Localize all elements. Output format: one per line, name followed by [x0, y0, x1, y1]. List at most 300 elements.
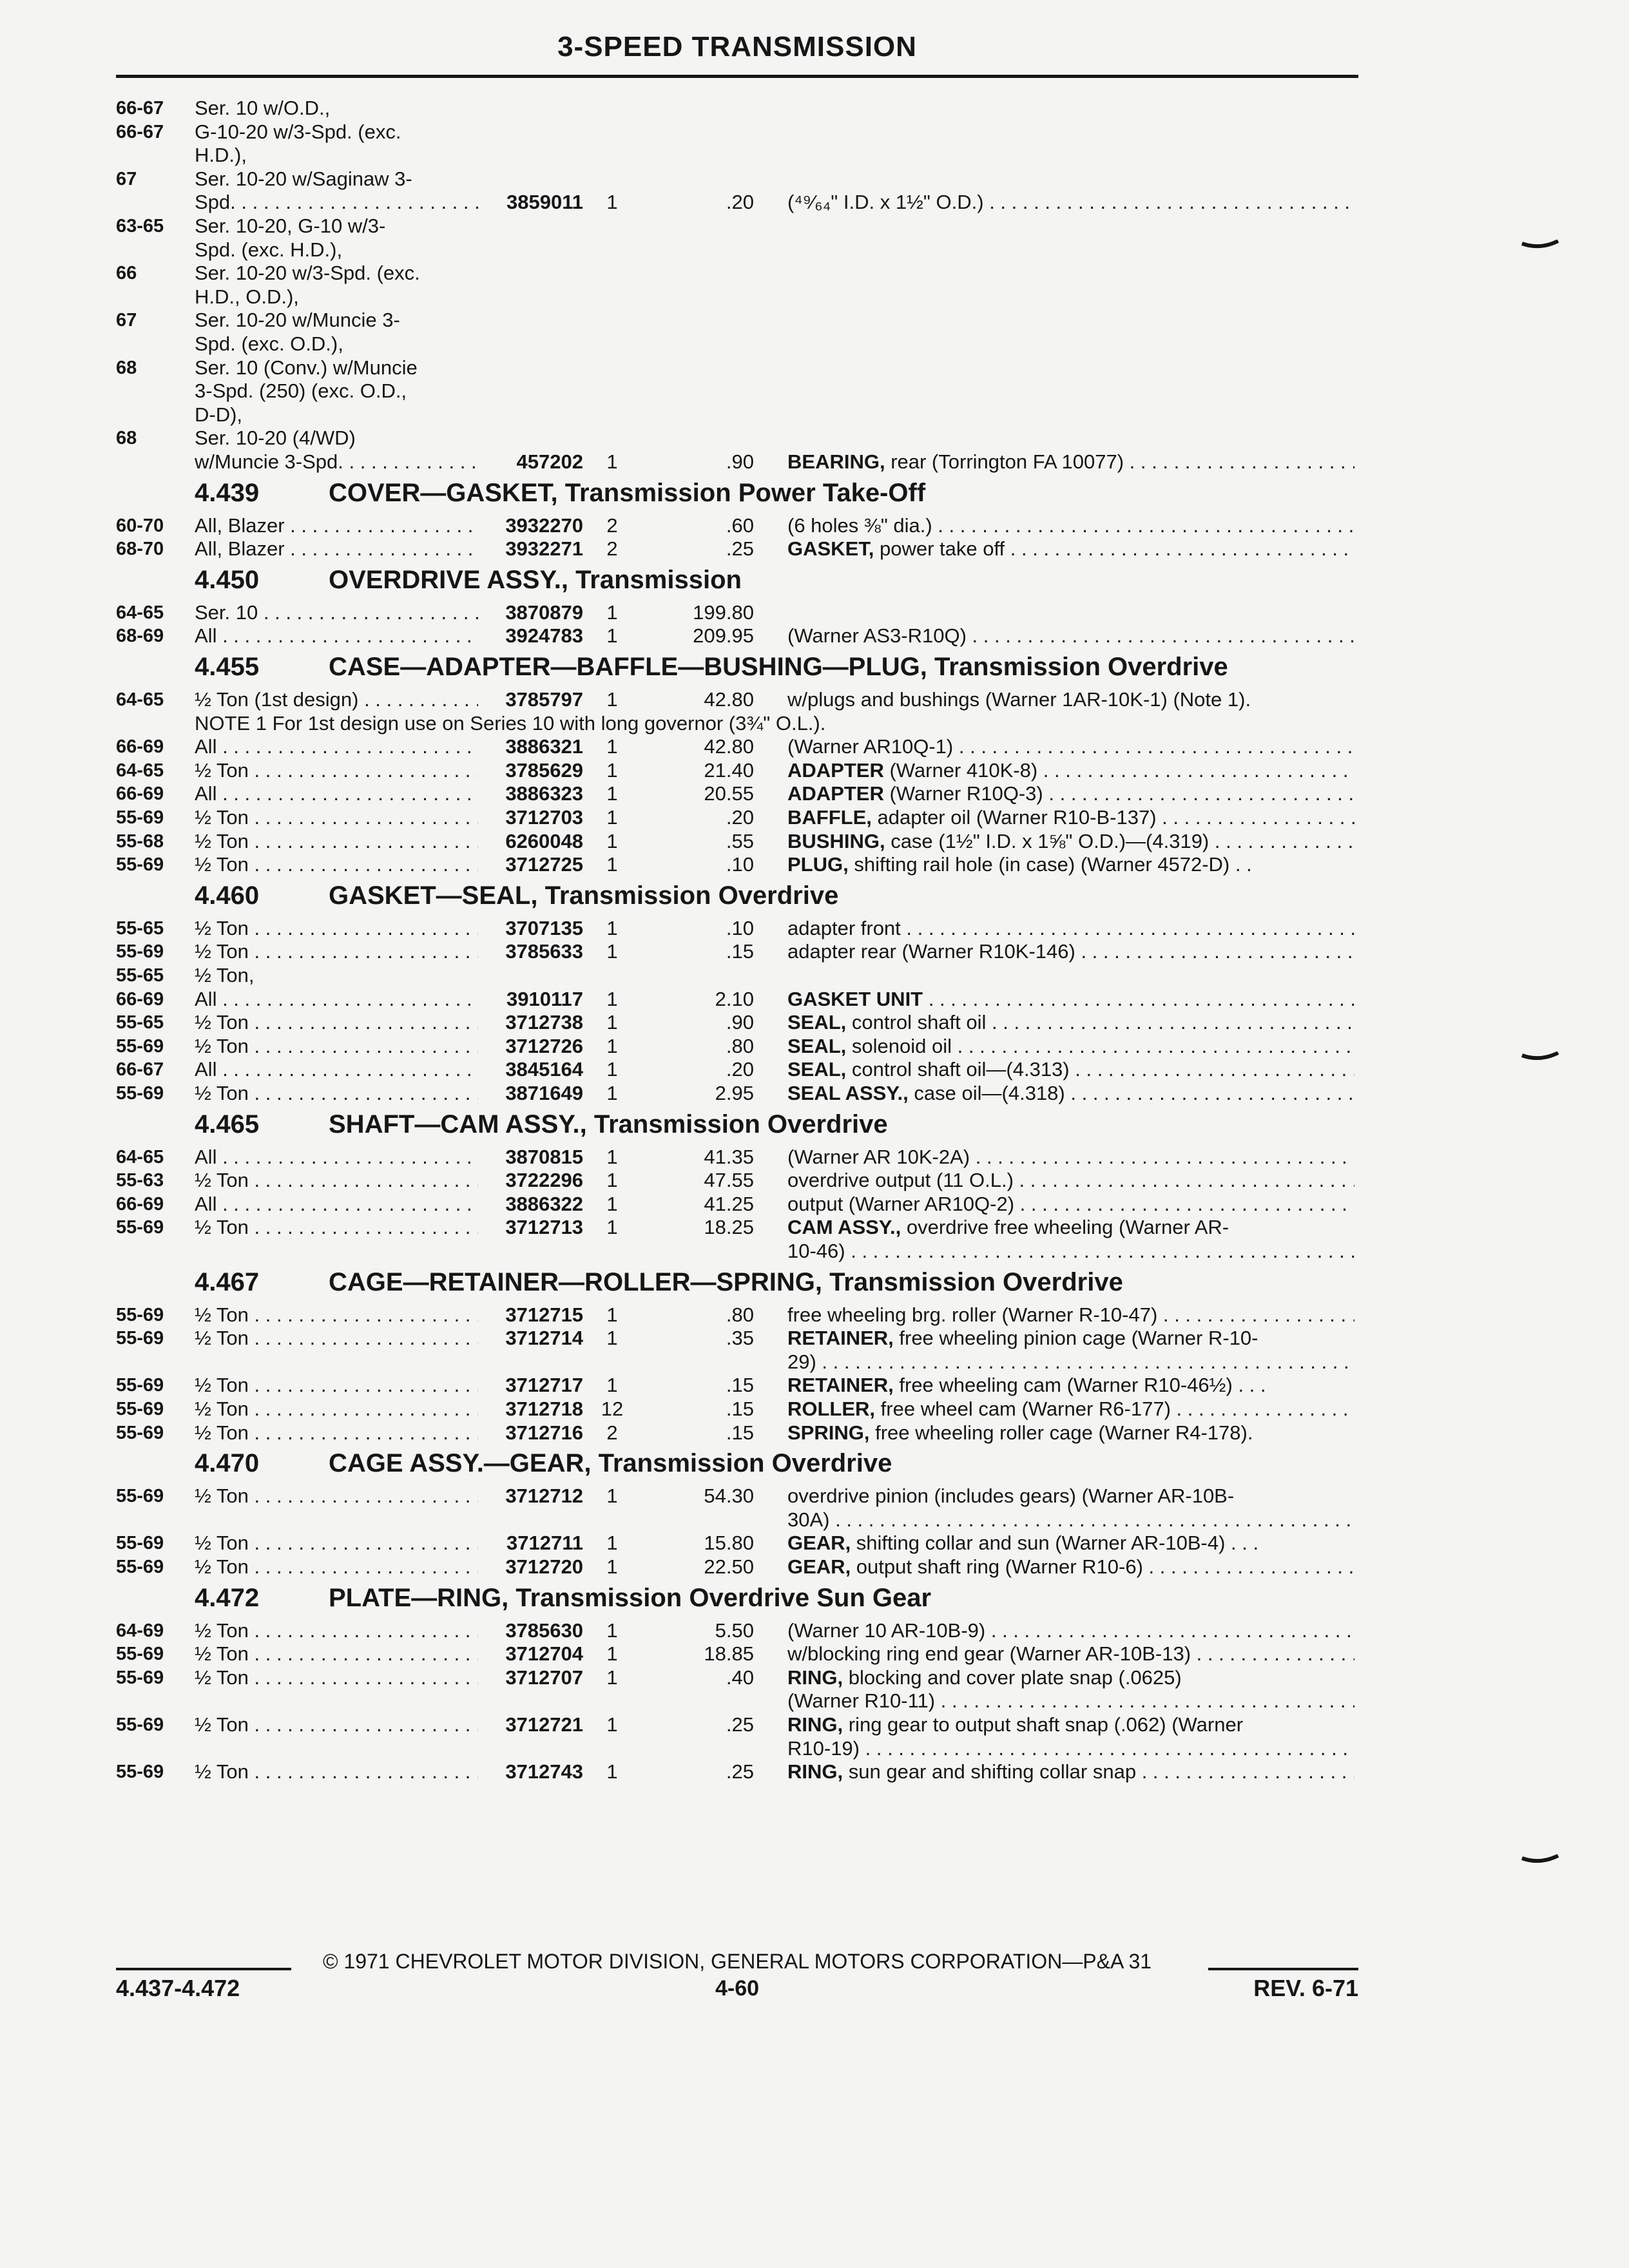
application: ½ Ton . . . — [195, 759, 478, 782]
part-detail: (Warner AR10Q-1) — [787, 735, 954, 758]
part-name: BEARING, — [787, 450, 885, 473]
part-detail: blocking and cover plate snap (.0625) — [843, 1666, 1182, 1689]
part-number: 3886322 — [505, 1192, 583, 1215]
model-years: 55-69 — [116, 1557, 164, 1577]
part-number: 3785630 — [505, 1619, 583, 1642]
part-number: 3932271 — [505, 537, 583, 561]
application: Ser. 10-20 w/3-Spd. (exc. — [195, 262, 420, 285]
part-number: 3859011 — [506, 191, 583, 214]
part-name: BUSHING, — [787, 829, 885, 852]
part-number: 3871649 — [505, 1082, 583, 1104]
part-number: 3712713 — [505, 1216, 583, 1239]
part-name: SPRING, — [787, 1421, 870, 1444]
note-line — [0, 712, 1629, 735]
model-years: 55-69 — [116, 1715, 164, 1735]
price: 22.50 — [704, 1555, 754, 1578]
part-row — [0, 1485, 1629, 1508]
part-row — [0, 1421, 1629, 1445]
application: ½ Ton (1st design) . . . — [195, 688, 478, 711]
part-detail: 10-46) — [787, 1240, 845, 1262]
quantity: 1 — [606, 1485, 618, 1508]
application: D-D), — [195, 403, 243, 426]
part-number: 3712720 — [505, 1555, 583, 1578]
part-number: 3886321 — [505, 735, 583, 758]
application: ½ Ton . . . — [195, 1082, 478, 1105]
part-name: ADAPTER — [787, 782, 884, 805]
application: Ser. 10-20 w/Saginaw 3- — [195, 167, 412, 190]
price: .90 — [726, 1011, 754, 1034]
part-row — [0, 514, 1629, 537]
part-detail: control shaft oil — [846, 1011, 987, 1034]
model-years: 55-69 — [116, 1762, 164, 1783]
section-title: CAGE ASSY.—GEAR, Transmission Overdrive — [329, 1449, 892, 1478]
quantity: 1 — [606, 1011, 618, 1034]
part-detail: (Warner R10Q-3) — [883, 782, 1043, 805]
part-row — [0, 403, 1629, 427]
price: .25 — [726, 537, 754, 561]
part-name: RING, — [787, 1666, 843, 1689]
part-row — [0, 688, 1629, 711]
application: ½ Ton . . . — [195, 940, 478, 963]
model-years: 55-65 — [116, 918, 164, 939]
application: ½ Ton . . . — [195, 1398, 478, 1421]
part-description — [787, 1303, 1354, 1327]
price: .15 — [726, 940, 754, 963]
application: ½ Ton . . . — [195, 1532, 478, 1555]
quantity: 1 — [606, 1327, 618, 1350]
part-number: 3707135 — [505, 916, 583, 939]
part-detail: sun gear and shifting collar snap — [843, 1760, 1137, 1783]
part-description — [787, 537, 1354, 561]
price: .55 — [726, 829, 754, 852]
part-row — [0, 830, 1629, 853]
application: All . . . — [195, 1058, 478, 1081]
part-detail: (Warner AS3-R10Q) — [787, 624, 967, 648]
application: Ser. 10-20 w/Muncie 3- — [195, 309, 400, 332]
part-name: SEAL, — [787, 1011, 847, 1034]
application: 3-Spd. (250) (exc. O.D., — [195, 380, 407, 403]
model-years: 55-69 — [116, 1667, 164, 1688]
part-number: 3712721 — [505, 1713, 583, 1736]
quantity: 1 — [606, 1145, 618, 1168]
quantity: 1 — [606, 601, 618, 624]
quantity: 1 — [606, 735, 618, 758]
application: ½ Ton, — [195, 964, 255, 986]
part-detail: power take off — [874, 537, 1005, 561]
part-row — [0, 191, 1629, 214]
application: All . . . — [195, 1146, 478, 1169]
binding-mark — [1521, 1052, 1559, 1063]
price: .25 — [726, 1760, 754, 1783]
footer-rule-right — [1208, 1968, 1358, 1970]
part-name: RETAINER, — [787, 1327, 894, 1350]
part-detail: output shaft ring (Warner R10-6) — [851, 1555, 1143, 1578]
part-detail: free wheeling roller cage (Warner R4-178). — [869, 1421, 1253, 1444]
price: 47.55 — [704, 1169, 754, 1192]
section-code: 4.455 — [195, 653, 260, 681]
application: H.D., O.D.), — [195, 285, 299, 308]
part-detail: case (1½" I.D. x 1⅝" O.D.)—(4.319) — [885, 829, 1210, 852]
model-years: 66-69 — [116, 783, 164, 805]
part-number: 3712712 — [505, 1485, 583, 1508]
part-row — [0, 1011, 1629, 1034]
part-number: 3712726 — [505, 1034, 583, 1057]
footer-section-code: 4.437-4.472 — [116, 1975, 240, 2001]
section-code: 4.467 — [195, 1267, 260, 1296]
part-number: 3712716 — [505, 1421, 583, 1444]
part-detail: overdrive free wheeling (Warner AR- — [901, 1216, 1229, 1239]
application: ½ Ton . . . — [195, 1303, 478, 1327]
part-row — [0, 601, 1629, 624]
part-detail: control shaft oil—(4.313) — [846, 1058, 1070, 1081]
part-row — [0, 1555, 1629, 1579]
model-years: 67 — [116, 310, 137, 331]
application: Ser. 10 w/O.D., — [195, 97, 331, 119]
part-description — [787, 806, 1354, 829]
part-row — [0, 1146, 1629, 1169]
model-years: 60-70 — [116, 515, 164, 536]
part-description — [787, 1193, 1354, 1216]
part-row — [0, 309, 1629, 332]
model-years: 66-67 — [116, 1059, 164, 1081]
part-row — [0, 238, 1629, 262]
part-row — [0, 215, 1629, 238]
part-description — [787, 1642, 1354, 1666]
model-years: 66-69 — [116, 1193, 164, 1215]
model-years: 55-69 — [116, 1035, 164, 1057]
part-number: 3932270 — [505, 514, 583, 537]
section-title: PLATE—RING, Transmission Overdrive Sun Gear — [329, 1583, 932, 1612]
model-years: 55-69 — [116, 1644, 164, 1665]
model-years: 68-69 — [116, 626, 164, 647]
part-name: ROLLER, — [787, 1398, 876, 1420]
part-detail: free wheeling pinion cage (Warner R-10- — [893, 1327, 1258, 1350]
application: ½ Ton . . . — [195, 1421, 478, 1445]
footer-revision: REV. 6-71 — [1253, 1975, 1358, 2001]
part-detail: (Warner AR 10K-2A) — [787, 1145, 970, 1168]
part-row — [0, 1666, 1629, 1689]
part-name: SEAL, — [787, 1058, 847, 1081]
part-row — [0, 1082, 1629, 1105]
part-description — [787, 830, 1354, 853]
part-row — [0, 1169, 1629, 1192]
model-years: 64-65 — [116, 689, 164, 710]
quantity: 1 — [606, 1666, 618, 1689]
part-row — [0, 97, 1629, 120]
part-name: GEAR, — [787, 1555, 851, 1578]
part-description — [787, 1737, 1354, 1760]
part-row — [0, 1642, 1629, 1666]
part-row — [0, 120, 1629, 144]
section-code: 4.460 — [195, 881, 260, 910]
application: ½ Ton . . . — [195, 1035, 478, 1058]
part-row — [0, 1760, 1629, 1783]
quantity: 1 — [606, 1216, 618, 1239]
part-name: SEAL, — [787, 1034, 847, 1057]
part-description — [787, 988, 1354, 1011]
part-description — [787, 1240, 1354, 1263]
price: 42.80 — [704, 735, 754, 758]
application: All, Blazer . . . — [195, 537, 478, 561]
application: ½ Ton . . . — [195, 853, 478, 876]
application: G-10-20 w/3-Spd. (exc. — [195, 120, 401, 143]
application: Spd. (exc. O.D.), — [195, 332, 343, 355]
quantity: 1 — [606, 987, 618, 1010]
section-title: COVER—GASKET, Transmission Power Take-Off — [329, 478, 926, 507]
part-row — [0, 1713, 1629, 1736]
application: ½ Ton . . . — [195, 1169, 478, 1192]
quantity: 1 — [606, 758, 618, 782]
model-years: 66-69 — [116, 988, 164, 1010]
section-code: 4.470 — [195, 1449, 260, 1478]
part-number: 3886323 — [505, 782, 583, 805]
part-detail: R10-19) — [787, 1736, 860, 1760]
part-row — [0, 759, 1629, 782]
part-description — [787, 735, 1354, 758]
price: 42.80 — [704, 688, 754, 711]
quantity: 1 — [606, 1374, 618, 1397]
price: .40 — [726, 1666, 754, 1689]
part-detail: case oil—(4.318) — [908, 1082, 1065, 1104]
quantity: 1 — [606, 1303, 618, 1326]
part-description — [787, 1169, 1354, 1192]
part-description — [787, 1327, 1354, 1350]
application: ½ Ton . . . — [195, 1327, 478, 1350]
part-description — [787, 1508, 1354, 1532]
section-code: 4.450 — [195, 565, 260, 594]
model-years: 55-69 — [116, 1328, 164, 1349]
note-text: NOTE 1 For 1st design use on Series 10 with long governor (3¾" O.L.). — [195, 711, 826, 735]
part-detail: ring gear to output shaft snap (.062) (Warner — [843, 1713, 1244, 1736]
part-description — [787, 1485, 1354, 1508]
price: 2.10 — [715, 987, 754, 1010]
part-detail: 30A) — [787, 1508, 830, 1531]
part-detail: overdrive pinion (includes gears) (Warner AR-10B- — [787, 1485, 1235, 1508]
quantity: 1 — [606, 1034, 618, 1057]
model-years: 64-65 — [116, 1146, 164, 1168]
price: .80 — [726, 1034, 754, 1057]
part-description — [787, 1666, 1354, 1689]
quantity: 1 — [606, 940, 618, 963]
application: ½ Ton . . . — [195, 1374, 478, 1397]
application: Ser. 10-20 (4/WD) — [195, 427, 356, 450]
part-name: GEAR, — [787, 1532, 851, 1555]
part-row — [0, 1398, 1629, 1421]
price: .15 — [726, 1398, 754, 1420]
price: 5.50 — [715, 1619, 754, 1642]
quantity: 1 — [606, 916, 618, 939]
part-number: 3712703 — [505, 806, 583, 829]
model-years: 68 — [116, 428, 137, 449]
quantity: 1 — [606, 806, 618, 829]
quantity: 12 — [601, 1398, 624, 1420]
model-years: 55-69 — [116, 1399, 164, 1419]
quantity: 1 — [606, 829, 618, 852]
part-row — [0, 1374, 1629, 1397]
quantity: 1 — [606, 191, 618, 214]
model-years: 55-69 — [116, 1533, 164, 1554]
part-name: BAFFLE, — [787, 806, 872, 829]
part-row — [0, 1350, 1629, 1374]
quantity: 1 — [606, 1713, 618, 1736]
part-number: 3910117 — [506, 987, 583, 1010]
part-row — [0, 988, 1629, 1011]
application: Spd. (exc. H.D.), — [195, 238, 343, 261]
model-years: 55-69 — [116, 854, 164, 876]
part-number: 3722296 — [505, 1169, 583, 1192]
part-row — [0, 144, 1629, 167]
part-row — [0, 1619, 1629, 1642]
part-detail: (Warner R10-11) — [787, 1689, 936, 1713]
quantity: 2 — [606, 1421, 618, 1444]
part-description — [787, 917, 1354, 940]
price: 199.80 — [693, 601, 754, 624]
part-number: 3870815 — [505, 1145, 583, 1168]
quantity: 2 — [606, 514, 618, 537]
model-years: 55-65 — [116, 965, 164, 986]
part-name: SEAL ASSY., — [787, 1082, 909, 1104]
model-years: 64-65 — [116, 760, 164, 781]
part-detail: free wheel cam (Warner R6-177) — [875, 1398, 1171, 1420]
application: ½ Ton . . . — [195, 1713, 478, 1736]
part-number: 3712707 — [505, 1666, 583, 1689]
application: ½ Ton . . . — [195, 1011, 478, 1034]
part-row — [0, 1508, 1629, 1532]
part-description — [787, 1216, 1354, 1239]
part-name: RING, — [787, 1760, 843, 1783]
application: ½ Ton . . . — [195, 1760, 478, 1783]
part-row — [0, 168, 1629, 191]
part-detail — [923, 988, 929, 1010]
part-description — [787, 1398, 1354, 1421]
price: .20 — [726, 806, 754, 829]
section-title: GASKET—SEAL, Transmission Overdrive — [329, 881, 839, 910]
price: 18.85 — [704, 1642, 754, 1666]
model-years: 68 — [116, 357, 137, 378]
part-description — [787, 1555, 1354, 1579]
quantity: 1 — [606, 782, 618, 805]
part-detail: w/plugs and bushings (Warner 1AR-10K-1) (Note 1). — [787, 688, 1251, 711]
part-number: 3785633 — [505, 940, 583, 963]
quantity: 1 — [606, 1058, 618, 1081]
part-detail: (6 holes ⅜" dia.) — [787, 514, 932, 537]
application: w/Muncie 3-Spd. . . . — [195, 450, 478, 474]
price: 41.35 — [704, 1145, 754, 1168]
part-row — [0, 1737, 1629, 1760]
price: .90 — [726, 450, 754, 473]
price: .15 — [726, 1421, 754, 1444]
part-row — [0, 1689, 1629, 1713]
section-title: CAGE—RETAINER—ROLLER—SPRING, Transmission Overdrive — [329, 1267, 1123, 1296]
part-description — [787, 1035, 1354, 1058]
part-description — [787, 624, 1354, 648]
part-number: 457202 — [516, 450, 583, 473]
price: .15 — [726, 1374, 754, 1397]
model-years: 64-65 — [116, 602, 164, 623]
part-number: 3870879 — [505, 601, 583, 624]
part-number: 6260048 — [505, 829, 583, 852]
part-row — [0, 782, 1629, 805]
part-number: 3712717 — [505, 1374, 583, 1397]
price: .60 — [726, 514, 754, 537]
part-description — [787, 1374, 1354, 1397]
price: .35 — [726, 1327, 754, 1350]
application: ½ Ton . . . — [195, 806, 478, 829]
part-row — [0, 1193, 1629, 1216]
part-row — [0, 806, 1629, 829]
part-number: 3845164 — [505, 1058, 583, 1081]
application: H.D.), — [195, 144, 247, 167]
part-description — [787, 191, 1354, 214]
part-detail: shifting collar and sun (Warner AR-10B-4) . . . — [851, 1532, 1259, 1555]
price: 54.30 — [704, 1485, 754, 1508]
part-number: 3712704 — [505, 1642, 583, 1666]
price: .10 — [726, 853, 754, 876]
binding-mark — [1521, 240, 1559, 251]
part-row — [0, 624, 1629, 648]
part-detail: adapter front — [787, 916, 901, 939]
part-detail: free wheeling cam (Warner R10-46½) . . . — [893, 1374, 1266, 1397]
quantity: 1 — [606, 688, 618, 711]
section-code: 4.472 — [195, 1583, 260, 1612]
part-row — [0, 450, 1629, 474]
model-years: 55-68 — [116, 831, 164, 852]
part-description — [787, 940, 1354, 963]
application: All . . . — [195, 1193, 478, 1216]
part-description — [787, 853, 1354, 876]
model-years: 67 — [116, 168, 137, 189]
application: ½ Ton . . . — [195, 917, 478, 940]
part-description — [787, 1619, 1354, 1642]
application: ½ Ton . . . — [195, 830, 478, 853]
part-name: ADAPTER — [787, 758, 884, 782]
part-name: PLUG, — [787, 853, 849, 876]
application: All . . . — [195, 782, 478, 805]
quantity: 1 — [606, 1082, 618, 1104]
part-detail: output (Warner AR10Q-2) — [787, 1192, 1015, 1215]
application: ½ Ton . . . — [195, 1619, 478, 1642]
part-number: 3712718 — [505, 1398, 583, 1420]
quantity: 1 — [606, 1760, 618, 1783]
quantity: 1 — [606, 1532, 618, 1555]
part-detail: free wheeling brg. roller (Warner R-10-47) — [787, 1303, 1158, 1326]
binding-mark — [1521, 1854, 1559, 1866]
part-detail: shifting rail hole (in case) (Warner 4572-D) . . — [848, 853, 1252, 876]
model-years: 66-67 — [116, 98, 164, 119]
price: 20.55 — [704, 782, 754, 805]
model-years: 63-65 — [116, 216, 164, 236]
part-detail: rear (Torrington FA 10077) — [885, 450, 1124, 473]
part-description — [787, 1011, 1354, 1034]
part-detail: (Warner 10 AR-10B-9) — [787, 1619, 986, 1642]
model-years: 55-69 — [116, 1486, 164, 1507]
application: All . . . — [195, 735, 478, 758]
application: ½ Ton . . . — [195, 1485, 478, 1508]
part-number: 3712715 — [505, 1303, 583, 1326]
model-years: 64-69 — [116, 1620, 164, 1641]
part-row — [0, 940, 1629, 963]
part-description — [787, 1146, 1354, 1169]
quantity: 1 — [606, 853, 618, 876]
footer-page-number: 4-60 — [715, 1976, 760, 2001]
part-number: 3712725 — [505, 853, 583, 876]
part-description — [787, 1350, 1354, 1374]
price: 18.25 — [704, 1216, 754, 1239]
application: Ser. 10 . . . — [195, 601, 478, 624]
application: ½ Ton . . . — [195, 1666, 478, 1689]
model-years: 66-67 — [116, 121, 164, 142]
part-detail: adapter oil (Warner R10-B-137) — [871, 806, 1157, 829]
